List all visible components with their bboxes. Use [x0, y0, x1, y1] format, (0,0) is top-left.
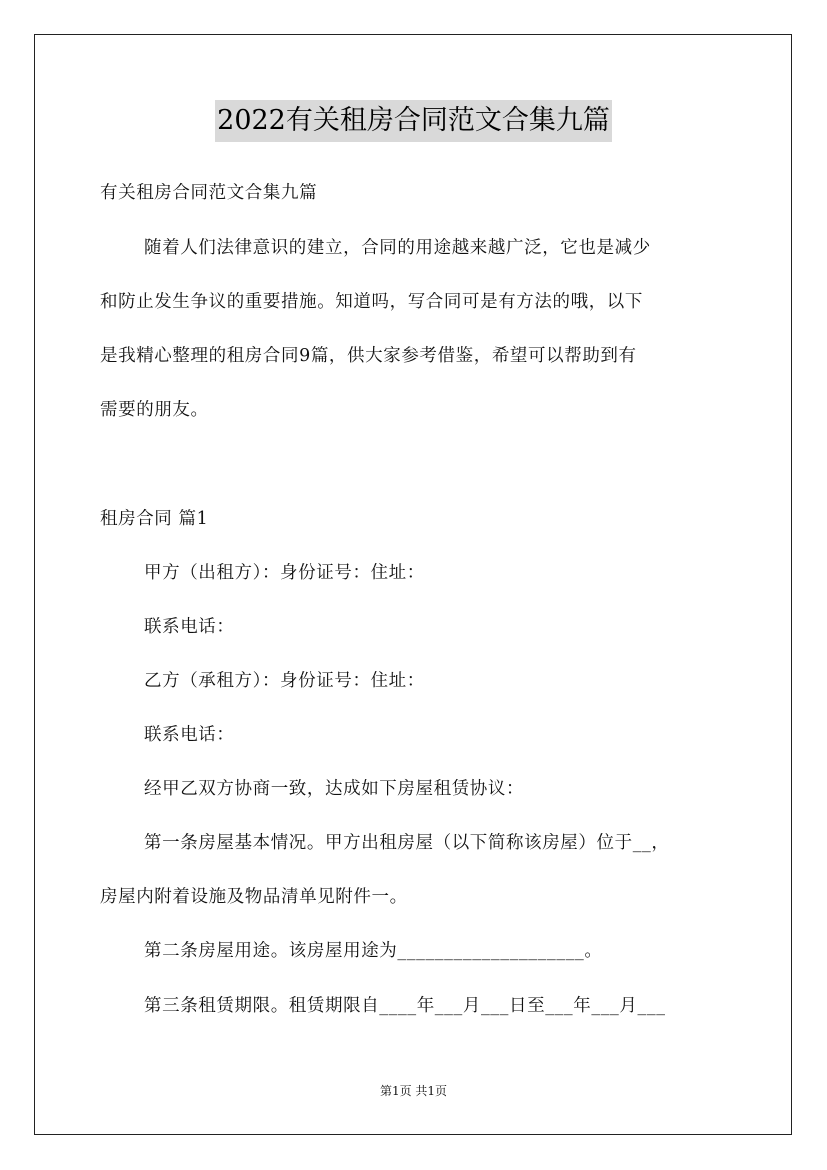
paragraph-line: 联系电话：	[144, 725, 235, 745]
title-container	[0, 100, 827, 142]
subtitle-line: 有关租房合同范文合集九篇	[100, 183, 318, 203]
paragraph-line: 随着人们法律意识的建立，合同的用途越来越广泛，它也是减少	[144, 238, 651, 258]
paragraph-line: 需要的朋友。	[100, 400, 209, 420]
paragraph-line: 甲方（出租方）：身份证号：住址：	[144, 563, 425, 583]
section-heading: 租房合同 篇1	[100, 509, 209, 529]
paragraph-line: 第二条房屋用途。该房屋用途为____________________。	[144, 941, 603, 961]
paragraph-line: 是我精心整理的租房合同9篇，供大家参考借鉴，希望可以帮助到有	[100, 346, 637, 366]
paragraph-line: 经甲乙双方协商一致，达成如下房屋租赁协议：	[144, 779, 525, 799]
paragraph-line: 第三条租赁期限。租赁期限自____年___月___日至___年___月___	[144, 996, 666, 1016]
paragraph-line: 第一条房屋基本情况。甲方出租房屋（以下简称该房屋）位于__，	[144, 833, 670, 853]
paragraph-line: 和防止发生争议的重要措施。知道吗，写合同可是有方法的哦，以下	[100, 292, 643, 312]
paragraph-line: 房屋内附着设施及物品清单见附件一。	[100, 887, 408, 907]
paragraph-line: 乙方（承租方）：身份证号：住址：	[144, 671, 425, 691]
paragraph-line: 联系电话：	[144, 617, 235, 637]
page-footer: 第1页 共1页	[379, 1084, 448, 1098]
document-title: 2022有关租房合同范文合集九篇	[215, 100, 612, 142]
